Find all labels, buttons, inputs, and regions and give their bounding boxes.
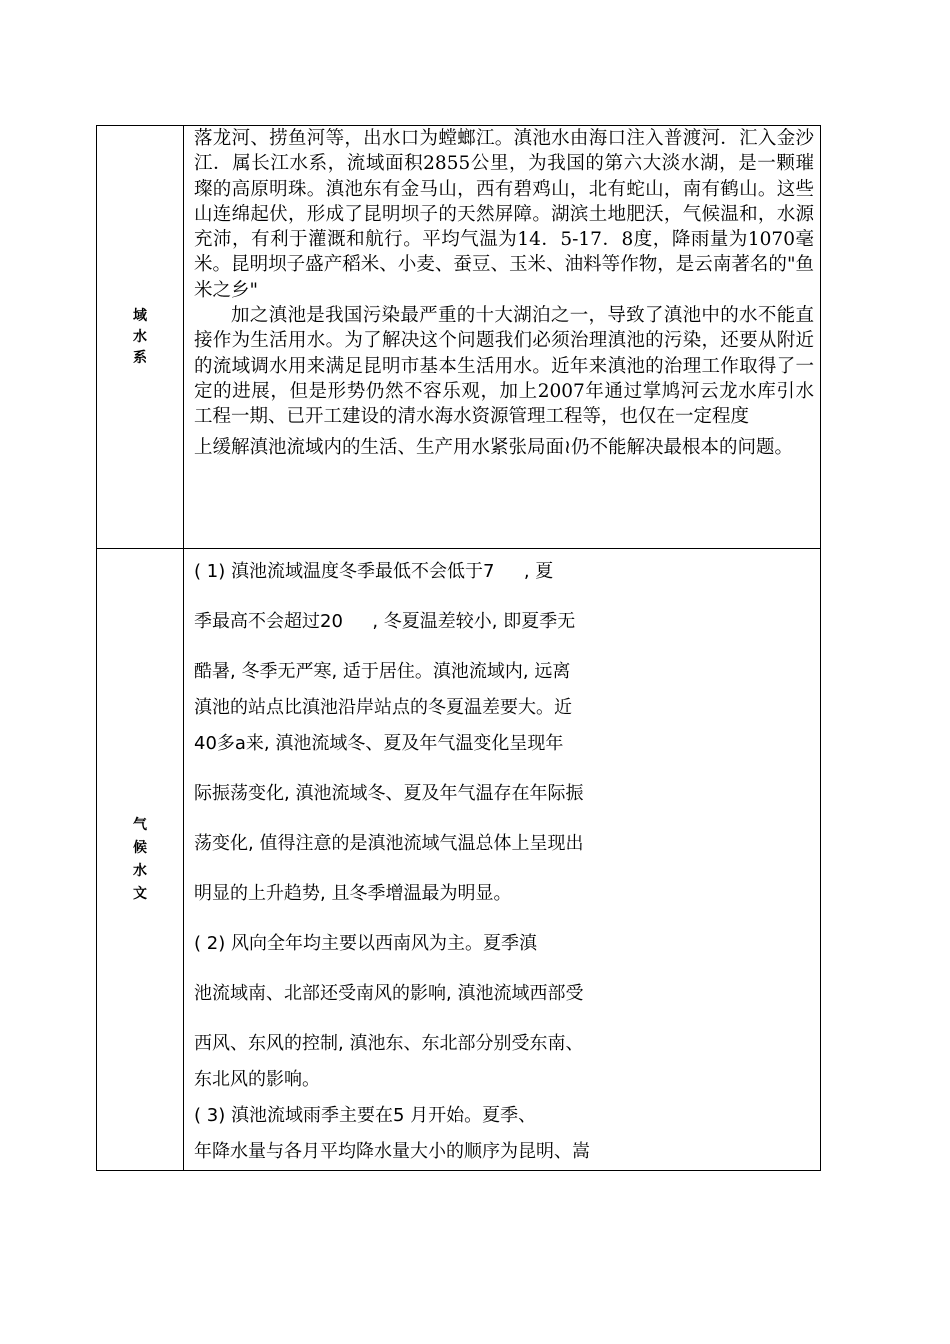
row-label-climate-hydrology	[97, 814, 183, 906]
text-line: 东北风的影响。	[194, 1069, 320, 1090]
text-line: 年降水量与各月平均降水量大小的顺序为昆明、嵩	[194, 1141, 590, 1162]
row-content-cell	[184, 126, 821, 549]
text-line: ( 2) 风向全年均主要以西南风为主。夏季滇	[194, 933, 537, 954]
row-label-cell	[97, 126, 184, 549]
table-row	[97, 549, 821, 1171]
label-char: 气	[133, 816, 147, 833]
text-line: 池流域南、北部还受南风的影响, 滇池流域西部受	[194, 983, 584, 1004]
content-table	[96, 125, 821, 1171]
text-line: 明显的上升趋势, 且冬季增温最为明显。	[194, 883, 512, 904]
text-line: ( 1) 滇池流域温度冬季最低不会低于7 , 夏	[194, 561, 554, 582]
label-char: 系	[133, 349, 147, 366]
text-line: 酷暑, 冬季无严寒, 适于居住。滇池流域内, 远离	[194, 661, 571, 682]
text-line: 季最高不会超过20 , 冬夏温差较小, 即夏季无	[194, 611, 576, 632]
text-line: ( 3) 滇池流域雨季主要在5 月开始。夏季、	[194, 1105, 537, 1126]
text-line: 40多a来, 滇池流域冬、夏及年气温变化呈现年	[194, 733, 564, 754]
label-char: 域	[133, 307, 147, 324]
text-line: 西风、东风的控制, 滇池东、东北部分别受东南、	[194, 1033, 584, 1054]
text-line: 滇池的站点比滇池沿岸站点的冬夏温差要大。近	[194, 697, 572, 718]
row-label-watershed	[97, 306, 183, 369]
text-line: 荡变化, 值得注意的是滇池流域气温总体上呈现出	[194, 833, 584, 854]
text-line: 际振荡变化, 滇池流域冬、夏及年气温存在年际振	[194, 783, 584, 804]
row-content-cell	[184, 549, 821, 1171]
label-char: 文	[133, 885, 147, 902]
row-label-cell	[97, 549, 184, 1171]
label-char: 水	[133, 862, 147, 879]
paragraph: 落龙河、捞鱼河等，出水口为螳螂江。滇池水由海口注入普渡河．汇入金沙江．属长江水系，流域面积2855公里，为我国的第六大淡水湖，是一颗璀璨的高原明珠。滇池东有金马山，西有碧鸡山，北有蛇山，南有鹤山。这些山连绵起伏，形成了昆明坝子的天然屏障。湖滨土地肥沃，气候温和，水源充沛，有利于灌溉和航行。平均气温为14．5-17．8度，降雨量为1070毫米。昆明坝子盛产稻米、小麦、蚕豆、玉米、油料等作物，是云南著名的"鱼米之乡"	[194, 128, 814, 301]
paragraph: 加之滇池是我国污染最严重的十大湖泊之一，导致了滇池中的水不能直接作为生活用水。为了解决这个问题我们必须治理滇池的污染，还要从附近的流域调水用来满足昆明市基本生活用水。近年来滇池的治理工作取得了一定的进展，但是形势仍然不容乐观，加上2007年通过掌鸠河云龙水库引水工程一期、已开工建设的清水海水资源管理工程等，也仅在一定程度	[194, 305, 814, 428]
label-char: 水	[133, 328, 147, 345]
label-char: 候	[133, 839, 147, 856]
table-row	[97, 126, 821, 549]
paragraph: 上缓解滇池流域内的生活、生产用水紧张局面≀仍不能解决最根本的问题。	[194, 436, 793, 458]
